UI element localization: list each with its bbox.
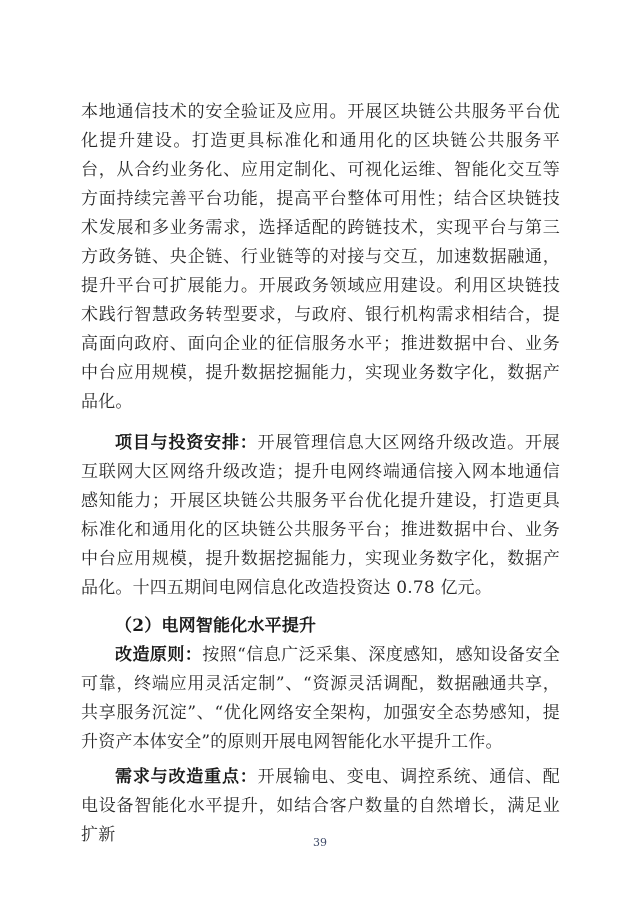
page-footer xyxy=(0,835,640,851)
paragraph-lead-label: 需求与改造重点： xyxy=(115,767,258,787)
paragraph xyxy=(81,98,560,417)
paragraph-text: 开展输电、变电、调控系统、通信、配电设备智能化水平提升，如结合客户数量的自然增长，满足业扩新 xyxy=(81,767,560,845)
section-heading-text: （2）电网智能化水平提升 xyxy=(115,616,317,636)
page-body xyxy=(81,98,560,850)
paragraph xyxy=(81,641,560,757)
paragraph-text: 开展管理信息大区网络升级改造。开展互联网大区网络升级改造；提升电网终端通信接入网本地通信感知能力；开展区块链公共服务平台优化提升建设，打造更具标准化和通用化的区块链公共服务平台；推进数据中台、业务中台应用规模，提升数据挖掘能力，实现业务数字化，数据产品化。十四五期间电网信息化改造投资达 0.78 亿元。 xyxy=(81,433,560,598)
paragraph-text: 按照“信息广泛采集、深度感知，感知设备安全可靠，终端应用灵活定制”、“资源灵活调配，数据融通共享，共享服务沉淀”、“优化网络安全架构，加强安全态势感知，提升资产本体安全”的原则开展电网智能化水平提升工作。 xyxy=(81,645,561,752)
paragraph-lead-label: 改造原则： xyxy=(115,645,203,665)
paragraph xyxy=(81,429,560,603)
paragraph-lead-label: 项目与投资安排： xyxy=(115,433,258,453)
paragraph-text: 本地通信技术的安全验证及应用。开展区块链公共服务平台优化提升建设。打造更具标准化和通用化的区块链公共服务平台，从合约业务化、应用定制化、可视化运维、智能化交互等方面持续完善平台功能，提高平台整体可用性；结合区块链技术发展和多业务需求，选择适配的跨链技术，实现平台与第三方政务链、央企链、行业链等的对接与交互，加速数据融通，提升平台可扩展能力。开展政务领域应用建设。利用区块链技术践行智慧政务转型要求，与政府、银行机构需求相结合，提高面向政府、面向企业的征信服务水平；推进数据中台、业务中台应用规模，提升数据挖掘能力，实现业务数字化，数据产品化。 xyxy=(81,102,560,412)
page-number: 39 xyxy=(313,836,327,849)
section-heading xyxy=(81,612,560,641)
